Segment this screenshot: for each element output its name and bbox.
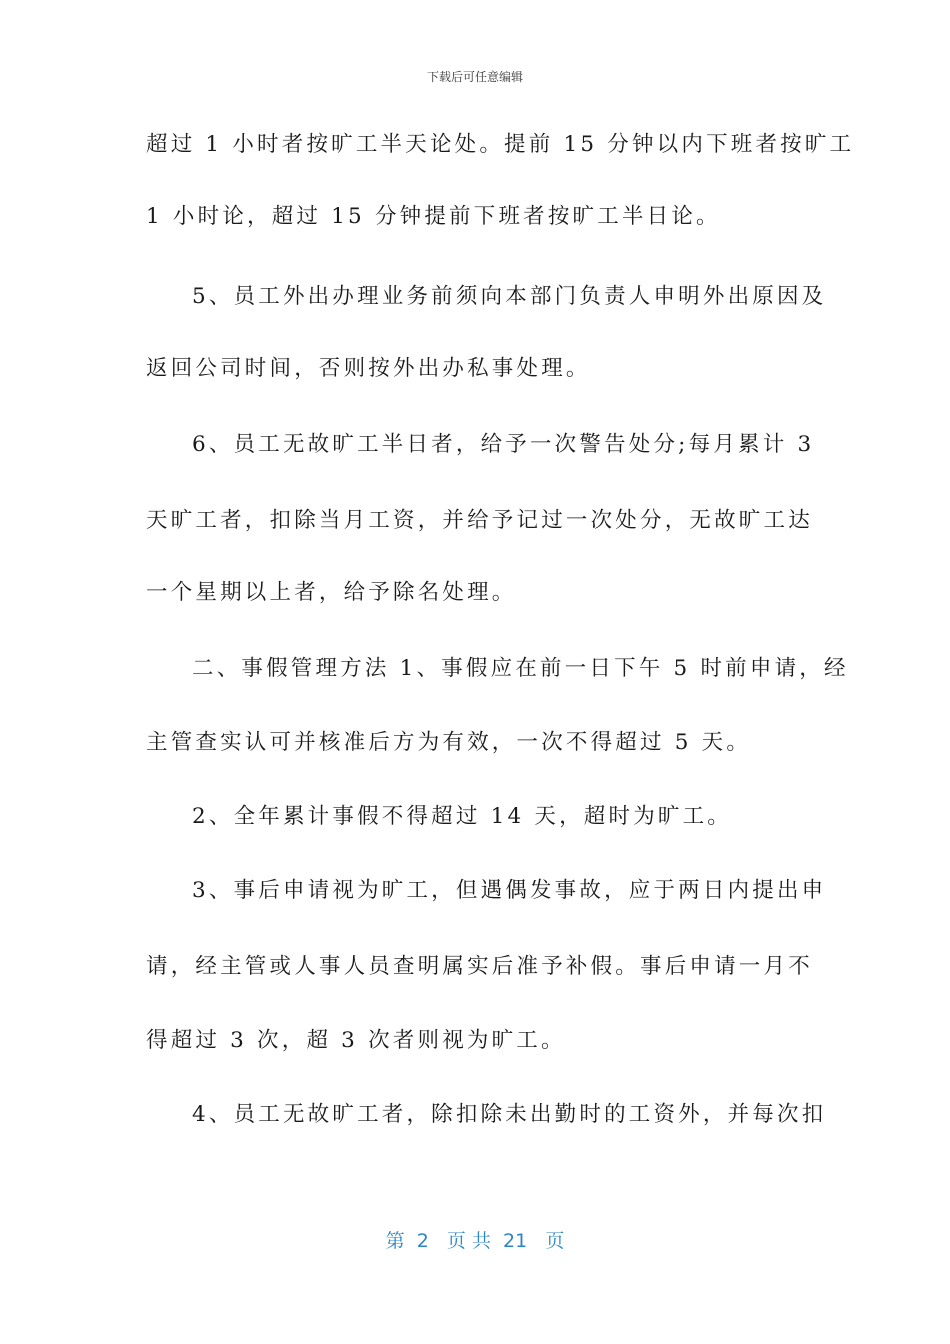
text-line: 一个星期以上者，给予除名处理。: [146, 580, 517, 605]
text-line: 得超过 3 次，超 3 次者则视为旷工。: [146, 1028, 566, 1053]
page-footer: 第 2 页 共 21 页: [385, 1230, 565, 1252]
text-line: 1 小时论，超过 15 分钟提前下班者按旷工半日论。: [146, 204, 721, 229]
text-line: 6、员工无故旷工半日者，给予一次警告处分;每月累计 3: [192, 432, 815, 457]
page-header: 下载后可任意编辑: [426, 70, 523, 84]
text-line: 天旷工者，扣除当月工资，并给予记过一次处分，无故旷工达: [146, 508, 813, 533]
text-line: 4、员工无故旷工者，除扣除未出勤时的工资外，并每次扣: [192, 1102, 827, 1127]
text-line: 3、事后申请视为旷工，但遇偶发事故，应于两日内提出申: [192, 878, 827, 903]
text-line: 二、事假管理方法 1、事假应在前一日下午 5 时前申请，经: [192, 656, 849, 681]
text-line: 2、全年累计事假不得超过 14 天，超时为旷工。: [192, 804, 733, 829]
text-line: 超过 1 小时者按旷工半天论处。提前 15 分钟以内下班者按旷工: [146, 132, 855, 157]
text-line: 返回公司时间，否则按外出办私事处理。: [146, 356, 591, 381]
text-line: 5、员工外出办理业务前须向本部门负责人申明外出原因及: [192, 284, 827, 309]
text-line: 主管查实认可并核准后方为有效，一次不得超过 5 天。: [146, 730, 752, 755]
text-line: 请，经主管或人事人员查明属实后准予补假。事后申请一月不: [146, 954, 813, 979]
